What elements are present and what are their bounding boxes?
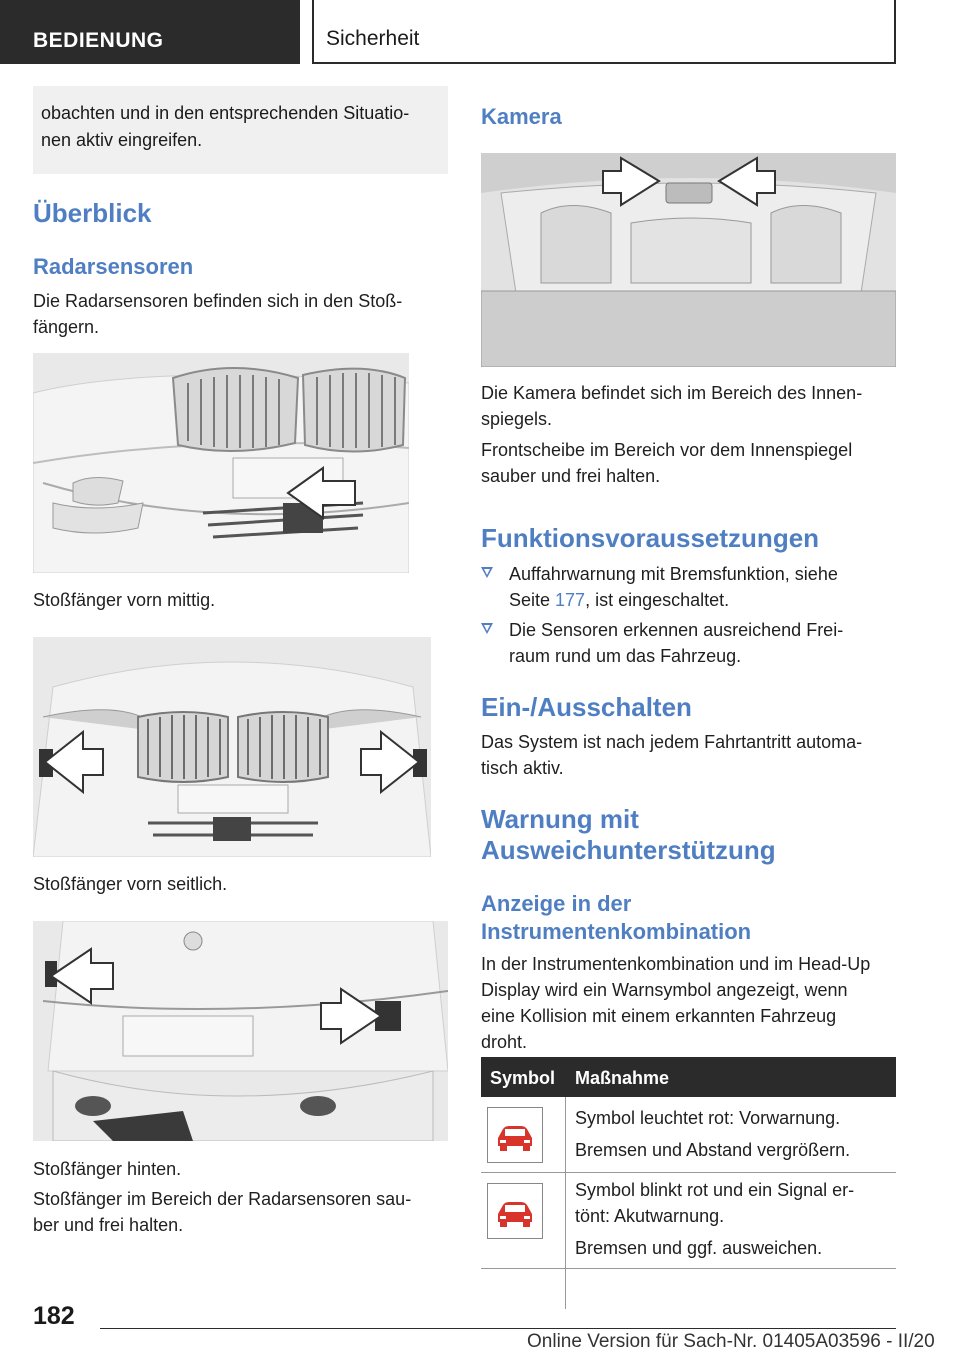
note-box [33,86,448,174]
camera-interior-illustration [481,153,896,367]
table-row-1-line-1: Symbol leuchtet rot: Vorwarnung. [575,1108,841,1128]
caption-front-center: Stoßfänger vorn mittig. [33,590,216,610]
onoff-line-1: Das System ist nach jedem Fahrtantritt automa- [481,732,863,752]
table-row-2-text [575,1177,895,1261]
onoff-line-2: tisch aktiv. [481,758,564,778]
radar-heading: Radarsensoren [33,254,194,279]
requirement-item-1-text [509,561,896,613]
car-warning-icon [487,1107,543,1163]
clean-instruction [33,1186,448,1238]
bullet-triangle-icon [481,623,493,634]
onoff-text [481,729,896,781]
windshield-line-1: Frontscheibe im Bereich vor dem Innenspiegel [481,440,853,460]
camera-location-line-1: Die Kamera befindet sich im Bereich des Innen- [481,383,863,403]
table-row-1-line-2: Bremsen und Abstand vergrößern. [575,1140,851,1160]
table-row-2-line-1: Symbol blinkt rot und ein Signal er- [575,1180,855,1200]
front-bumper-side-illustration [33,637,431,857]
requirement-item-2 [481,617,896,673]
requirement-item-1 [481,561,896,617]
page-header [0,0,960,66]
clean-instruction-line-1: Stoßfänger im Bereich der Radarsensoren sau- [33,1189,412,1209]
radar-text-line-2: fängern. [33,317,100,337]
requirement-item-2-text [509,617,896,669]
overview-heading: Überblick [33,198,152,228]
display-heading [481,890,751,946]
rear-bumper-illustration [33,921,448,1141]
column-header-symbol: Symbol [490,1068,556,1088]
table-row-2-line-1b: tönt: Akutwarnung. [575,1206,725,1226]
warning-heading-line-2: Ausweichunterstützung [481,835,776,865]
requirement-item-1-line-1: Auffahrwarnung mit Bremsfunktion, siehe [509,564,838,584]
table-row-1-text [575,1105,895,1163]
requirement-item-1-suffix: , ist eingeschaltet. [585,590,730,610]
display-heading-line-1: Anzeige in der [481,891,632,916]
warning-heading-line-1: Warnung mit [481,804,639,834]
requirement-item-1-prefix: Seite [509,590,556,610]
table-row [481,1173,896,1269]
requirement-item-1-line-2 [509,587,896,613]
requirement-item-2-line-2: raum rund um das Fahrzeug. [509,646,742,666]
table-row [481,1097,896,1173]
camera-location-text [481,380,896,432]
front-bumper-center-illustration [33,353,409,573]
page-number: 182 [33,1302,75,1330]
caption-rear: Stoßfänger hinten. [33,1159,182,1179]
car-warning-icon [487,1183,543,1239]
table-row-2-line-2: Bremsen und ggf. ausweichen. [575,1238,823,1258]
section-tab: BEDIENUNG [0,0,300,64]
requirements-heading: Funktionsvoraussetzungen [481,523,820,553]
camera-location-line-2: spiegels. [481,409,553,429]
display-line-4: droht. [481,1032,528,1052]
footer-version-text: Online Version für Sach-Nr. 01405A03596 - II/20 [527,1331,935,1352]
note-line-2: nen aktiv eingreifen. [41,130,203,150]
windshield-text [481,437,896,489]
display-text [481,951,896,1055]
radar-text-line-1: Die Radarsensoren befinden sich in den Stoß- [33,291,403,311]
chapter-title: Sicherheit [312,0,896,64]
column-header-action: Maßnahme [575,1068,670,1088]
page-link-177[interactable]: 177 [555,590,586,610]
clean-instruction-line-2: ber und frei halten. [33,1215,184,1235]
radar-text [33,288,448,340]
footer-divider [100,1328,896,1329]
display-line-1: In der Instrumentenkombination und im Head-Up [481,954,871,974]
requirement-item-2-line-1: Die Sensoren erkennen ausreichend Frei- [509,620,844,640]
table-header [481,1057,896,1097]
camera-heading: Kamera [481,104,562,129]
onoff-heading: Ein-/Ausschalten [481,692,692,722]
display-line-3: eine Kollision mit einem erkannten Fahrzeug [481,1006,837,1026]
caption-front-side: Stoßfänger vorn seitlich. [33,874,228,894]
warning-heading [481,804,776,866]
display-line-2: Display wird ein Warnsymbol angezeigt, wenn [481,980,848,1000]
note-line-1: obachten und in den entsprechenden Situatio- [41,103,410,123]
windshield-line-2: sauber und frei halten. [481,466,661,486]
display-heading-line-2: Instrumentenkombination [481,919,752,944]
bullet-triangle-icon [481,567,493,578]
